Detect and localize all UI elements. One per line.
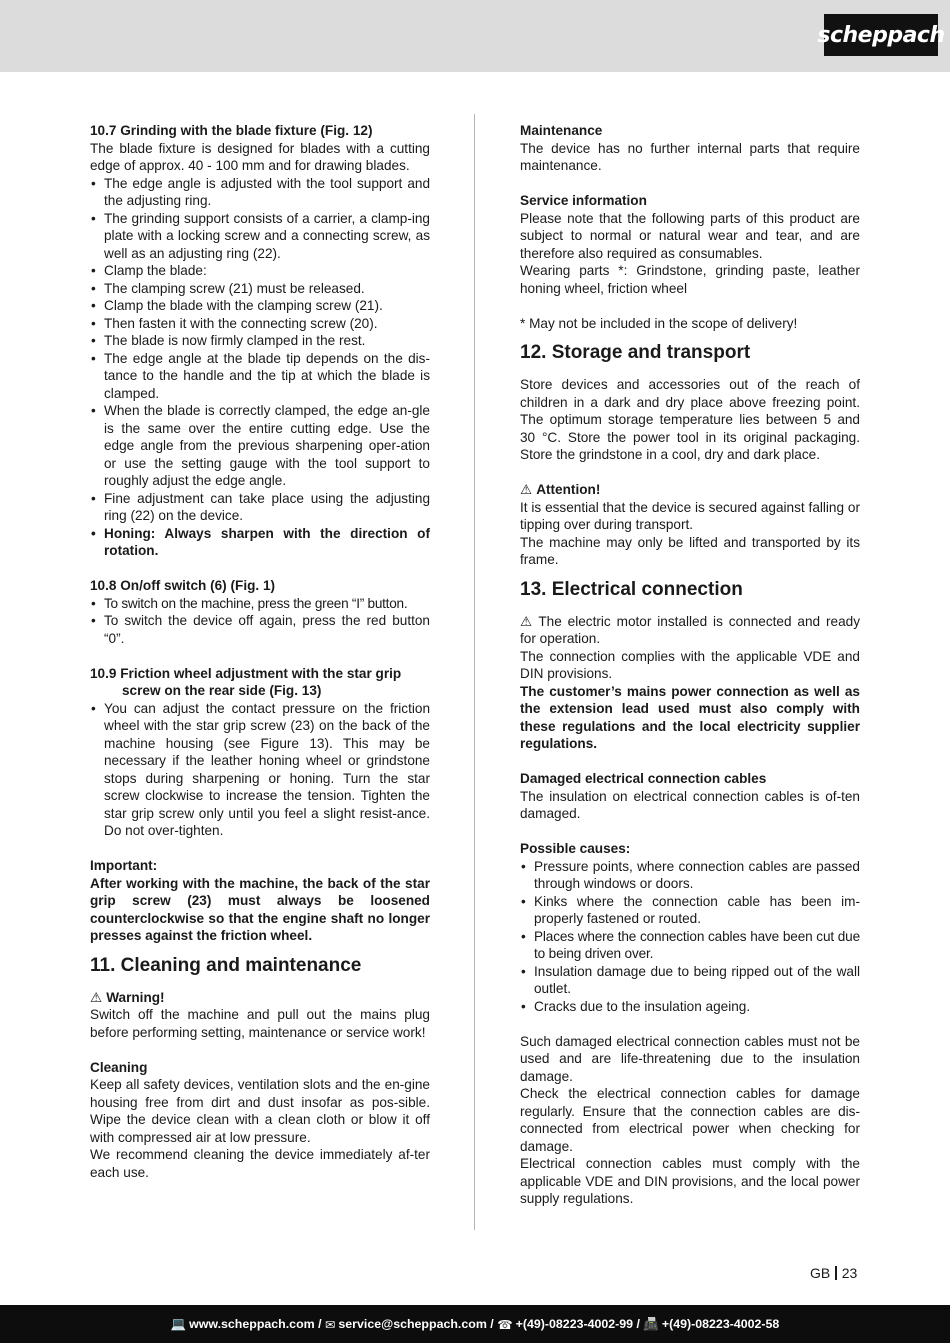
footer-phone: +(49)-08223-4002-99 /: [515, 1317, 640, 1331]
list-item: • The edge angle is adjusted with the tool support and the adjusting ring.: [90, 175, 430, 210]
list-item: • Clamp the blade with the clamping screw (21).: [90, 297, 430, 315]
section-10-9-title-line2: screw on the rear side (Fig. 13): [122, 683, 322, 698]
electrical-text-2: The connection complies with the applicable VDE and DIN provisions.: [520, 648, 860, 681]
list-item: • The grinding support consists of a carrier, a clamp-ing plate with a locking screw and a connecting screw, as well as an adjusting ring (22).: [90, 210, 430, 263]
list-item: • Kinks where the connection cable has been im-properly fastened or routed.: [520, 893, 860, 928]
footer-email[interactable]: service@scheppach.com /: [338, 1317, 494, 1331]
footer-fax: +(49)-08223-4002-58: [661, 1317, 780, 1331]
section-10-8-list: [90, 595, 430, 648]
cleaning-text: Keep all safety devices, ventilation slots and the en-gine housing free from dirt and dust insofar as pos-sible. Wipe the device clean with a clean cloth or blow it off with compressed air at low pressure.: [90, 1077, 430, 1145]
damaged-warning-text: Such damaged electrical connection cables must not be used and are life-threatening due to the insulation damage.: [520, 1033, 860, 1084]
electrical-text-body: The electric motor installed is connected and ready for operation.: [520, 613, 861, 646]
list-item: • Insulation damage due to being ripped out of the wall outlet.: [520, 963, 860, 998]
footer-bar: [0, 1305, 950, 1343]
list-item: • When the blade is correctly clamped, the edge an-gle is the same over the entire cutting edge. Use the edge angle from the previous sharpening oper-ation or use the setting gauge with the tool support to roughly adjust the edge angle.: [90, 402, 430, 490]
list-item: • Then fasten it with the connecting screw (20).: [90, 315, 430, 333]
section-10-9-title: 10.9 Friction wheel adjustment with the star grip: [90, 665, 402, 681]
page-number-separator: [835, 1266, 837, 1280]
comply-text: Electrical connection cables must comply with the applicable VDE and DIN provisions, and the local power supply regulations.: [520, 1156, 860, 1206]
damaged-cables-label: Damaged electrical connection cables: [520, 771, 767, 786]
delivery-note: * May not be included in the scope of delivery!: [520, 315, 798, 331]
warning-label-text: Warning!: [106, 989, 165, 1005]
section-10-7-title: 10.7 Grinding with the blade fixture (Fig. 12): [90, 123, 373, 138]
check-cables-text: Check the electrical connection cables for damage regularly. Ensure that the connection cables are dis-connected from electrical power when checking for damage.: [520, 1086, 860, 1154]
attention-text: It is essential that the device is secured against falling or tipping over during transport.: [520, 499, 860, 532]
warning-label: [90, 989, 430, 1007]
column-divider: [474, 114, 475, 1230]
section-12-heading: 12. Storage and transport: [520, 342, 751, 363]
scheppach-logo: scheppach: [824, 14, 938, 56]
section-10-9-list: [90, 700, 430, 840]
section-10-7-list: [90, 175, 430, 560]
page-number: [810, 1265, 857, 1281]
possible-causes-list: [520, 858, 860, 1016]
maintenance-label: Maintenance: [520, 123, 603, 138]
service-text: Please note that the following parts of this product are subject to normal or natural wear and tear, and are therefore also required as consumables.: [520, 210, 860, 261]
list-item: • You can adjust the contact pressure on the friction wheel with the star grip screw (23) on the back of the machine housing (see Figure 13). This may be necessary if the leather honing wheel or grindstone stops during sharpening or honing. Turn the star screw clockwise to increase the tension. Tighten the star grip screw only until you feel a slight resist-ance. Do not over-tighten.: [90, 700, 430, 840]
wearing-parts-text: Wearing parts *: Grindstone, grinding paste, leather honing wheel, friction wheel: [520, 263, 860, 296]
page-number-value: 23: [841, 1265, 858, 1281]
warning-text: Switch off the machine and pull out the mains plug before performing setting, maintenance or service work!: [90, 1007, 430, 1040]
section-10-7-intro: The blade fixture is designed for blades with a cutting edge of approx. 40 - 100 mm and for drawing blades.: [90, 140, 430, 173]
possible-causes-label: Possible causes:: [520, 841, 631, 856]
list-item-honing: • Honing: Always sharpen with the direction of rotation.: [90, 525, 430, 560]
list-item: • Places where the connection cables have been cut due to being driven over.: [520, 928, 860, 963]
list-item: • To switch on the machine, press the green “I” button.: [90, 595, 430, 613]
list-item: • The edge angle at the blade tip depends on the dis-tance to the handle and the tip at which the blade is clamped.: [90, 350, 430, 403]
cleaning-label: Cleaning: [90, 1059, 148, 1075]
header-bar: [0, 0, 950, 72]
important-text: After working with the machine, the back of the star grip screw (23) must always be loosened counterclockwise so that the engine shaft no longer presses against the friction wheel.: [90, 875, 430, 943]
section-10-8-title: 10.8 On/off switch (6) (Fig. 1): [90, 578, 276, 593]
storage-text: Store devices and accessories out of the reach of children in a dark and dry place above freezing point. The optimum storage temperature lies between 5 and 30 °C. Store the power tool in its original packaging. Store the grindstone in a cool, dry and dark place.: [520, 377, 860, 462]
electrical-bold-text: The customer’s mains power connection as well as the extension lead used must also comply with these regulations and the local electricity supplier regulations.: [520, 683, 860, 751]
attention-label-text: Attention!: [536, 482, 601, 497]
left-column: [90, 122, 430, 1181]
attention-label: [520, 481, 860, 499]
important-label: Important:: [90, 858, 158, 873]
list-item: • Fine adjustment can take place using the adjusting ring (22) on the device.: [90, 490, 430, 525]
electrical-text: [520, 613, 860, 648]
fax-icon: 📠: [643, 1316, 659, 1331]
attention-text-2: The machine may only be lifted and transported by its frame.: [520, 534, 860, 567]
section-13-heading: 13. Electrical connection: [520, 578, 743, 600]
list-item: • Clamp the blade:: [90, 262, 430, 280]
cleaning-text-2: We recommend cleaning the device immediately af-ter each use.: [90, 1147, 430, 1180]
footer-website[interactable]: www.scheppach.com /: [189, 1317, 322, 1331]
service-label: Service information: [520, 193, 647, 208]
damaged-cables-text: The insulation on electrical connection cables is of-ten damaged.: [520, 788, 860, 821]
right-column: [520, 122, 860, 1208]
email-icon: ✉: [325, 1317, 336, 1332]
list-item: • Cracks due to the insulation ageing.: [520, 998, 860, 1016]
list-item: • Pressure points, where connection cables are passed through windows or doors.: [520, 858, 860, 893]
list-item: • The blade is now firmly clamped in the rest.: [90, 332, 430, 350]
list-item: • The clamping screw (21) must be released.: [90, 280, 430, 298]
list-item: • To switch the device off again, press the red button “0”.: [90, 612, 430, 647]
page-language: GB: [810, 1265, 831, 1281]
phone-icon: ☎: [497, 1317, 513, 1332]
maintenance-text: The device has no further internal parts that require maintenance.: [520, 140, 860, 173]
section-11-heading: 11. Cleaning and maintenance: [90, 954, 362, 976]
computer-icon: 💻: [170, 1316, 187, 1331]
